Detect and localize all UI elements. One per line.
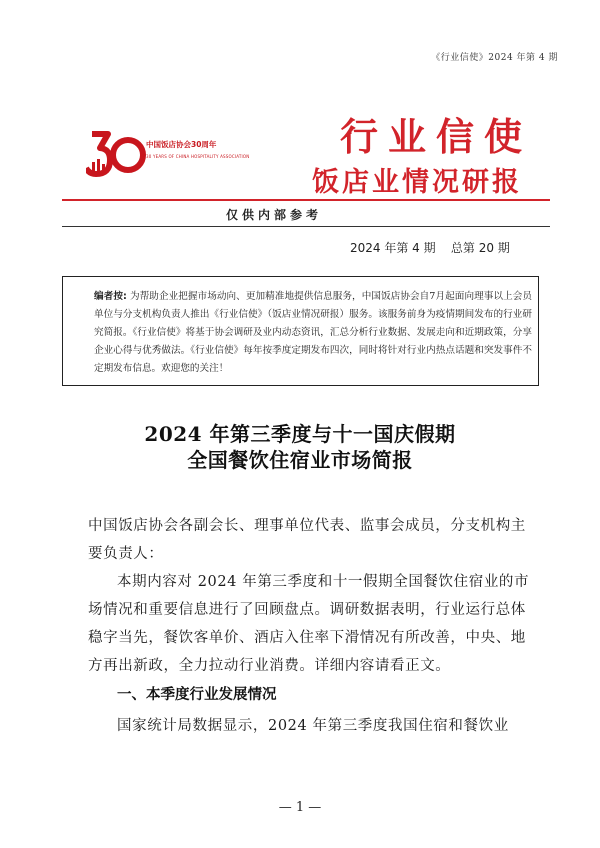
issue-info xyxy=(350,239,510,256)
issue-total: 总第 20 期 xyxy=(450,241,510,255)
internal-use-label: 仅供内部参考 xyxy=(226,208,323,222)
body-paragraph-1: 本期内容对 2024 年第三季度和十一假期全国餐饮住宿业的市场情况和重要信息进行了回顾盘点。调研数据表明，行业运行总体稳字当先，餐饮客单价、酒店入住率下滑情况有所改善，中央、地方再出新政，全力拉动行业消费。详细内容请看正文。 xyxy=(88,574,530,674)
salutation: 中国饭店协会各副会长、理事单位代表、监事会成员，分支机构主要负责人： xyxy=(88,518,526,562)
logo-tagline: 中国饭店协会30周年 xyxy=(146,140,217,149)
editor-note-text: 为帮助企业把握市场动向、更加精准地提供信息服务，中国饭店协会自7月起面向理事以上会员单位与分支机构负责人推出《行业信使》（饭店业情况研报）服务。该服务前身为疫情期间发布的行业研究简报。《行业信使》将基于协会调研及业内动态资讯，汇总分析行业数据、发展走向和近期政策，分享企业心得与优秀做法。《行业信使》每年按季度定期发布四次，同时将针对行业内热点话题和突发事件不定期发布信息。欢迎您的关注！ xyxy=(94,291,532,374)
page-number: — 1 — xyxy=(278,800,322,815)
masthead-subtitle: 饭店业情况研报 xyxy=(312,167,522,198)
section-heading: 一、本季度行业发展情况 xyxy=(117,687,277,703)
editor-note-box xyxy=(62,276,539,386)
body-paragraph-2: 国家统计局数据显示，2024 年第三季度我国住宿和餐饮业 xyxy=(117,718,509,734)
report-title-line-2: 全国餐饮住宿业市场简报 xyxy=(187,448,413,472)
editor-note xyxy=(94,288,532,378)
association-30th-anniversary-logo xyxy=(86,128,251,180)
report-title-line-1: 2024 年第三季度与十一国庆假期 xyxy=(144,422,456,446)
black-divider xyxy=(62,226,550,227)
editor-note-label: 编者按: xyxy=(94,291,127,302)
logo-subtagline: 30 YEARS OF CHINA HOSPITALITY ASSOCIATION xyxy=(146,154,250,159)
issue-number: 2024 年第 4 期 xyxy=(350,241,436,255)
red-divider xyxy=(62,199,550,201)
logo-30-emblem-icon xyxy=(86,128,146,180)
masthead-title: 行业信使 xyxy=(339,114,532,159)
running-header: 《行业信使》2024 年第 4 期 xyxy=(431,53,558,63)
